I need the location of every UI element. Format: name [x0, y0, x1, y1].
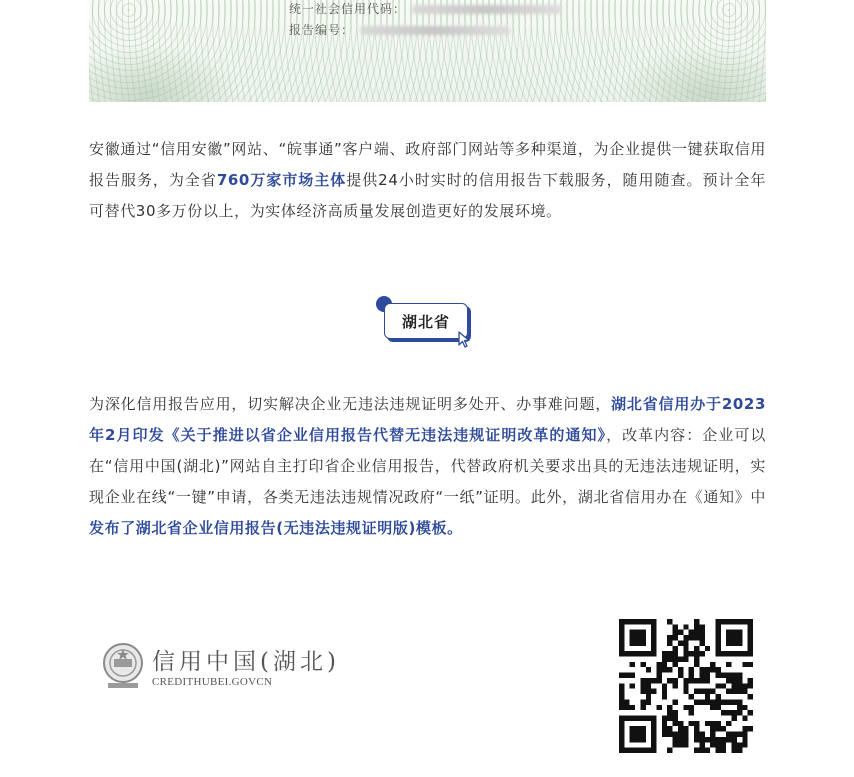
hubei-text-2: ，改革内容：企业可以在“信用中国(湖北)”网站自主打印省企业信用报告，代替政府机关要求出具的无违法违规证明，实现企业在线“一键”申请，各类无违法违规情况政府“一纸”证明。此外，湖北省信用办在《通知》中	[89, 426, 766, 506]
logo-english-text: CREDITHUBEI.GOVCN	[152, 676, 273, 688]
certificate-image	[89, 0, 766, 102]
pointer-cursor-icon	[456, 330, 474, 350]
hubei-paragraph	[89, 389, 766, 544]
qr-code	[619, 619, 753, 753]
redacted-credit-code	[412, 5, 562, 14]
redacted-report-no	[360, 26, 510, 35]
report-no-row	[289, 21, 510, 38]
credit-hubei-logo	[100, 641, 360, 697]
logo-chinese-text: 信用中国(湖北)	[152, 649, 340, 675]
anhui-text-1: 安徽通过“信用安徽”网站、“皖事通”客户端、政府部门网站等多种渠道，为企业提供一键获取信用报告服务，为全省	[89, 140, 766, 189]
hubei-highlight-2: 发布了湖北省企业信用报告(无违法违规证明版)模板。	[89, 519, 463, 537]
national-emblem-icon	[100, 641, 146, 691]
anhui-paragraph	[89, 134, 766, 227]
hubei-highlight-1: 湖北省信用办于2023年2月印发《关于推进以省企业信用报告代替无违法违规证明改革的通知》	[89, 395, 766, 444]
province-tag-label: 湖北省	[384, 303, 468, 339]
province-tag	[376, 296, 476, 352]
credit-code-label: 统一社会信用代码：	[289, 2, 407, 16]
hubei-text-1: 为深化信用报告应用，切实解决企业无违法违规证明多处开、办事难问题，	[89, 395, 612, 413]
anhui-text-2: 提供24小时实时的信用报告下载服务，随用随查。预计全年可替代30多万份以上，为实体经济高质量发展创造更好的发展环境。	[89, 171, 766, 220]
credit-code-row	[289, 0, 562, 17]
report-no-label: 报告编号：	[289, 23, 355, 37]
anhui-highlight: 760万家市场主体	[216, 171, 347, 189]
